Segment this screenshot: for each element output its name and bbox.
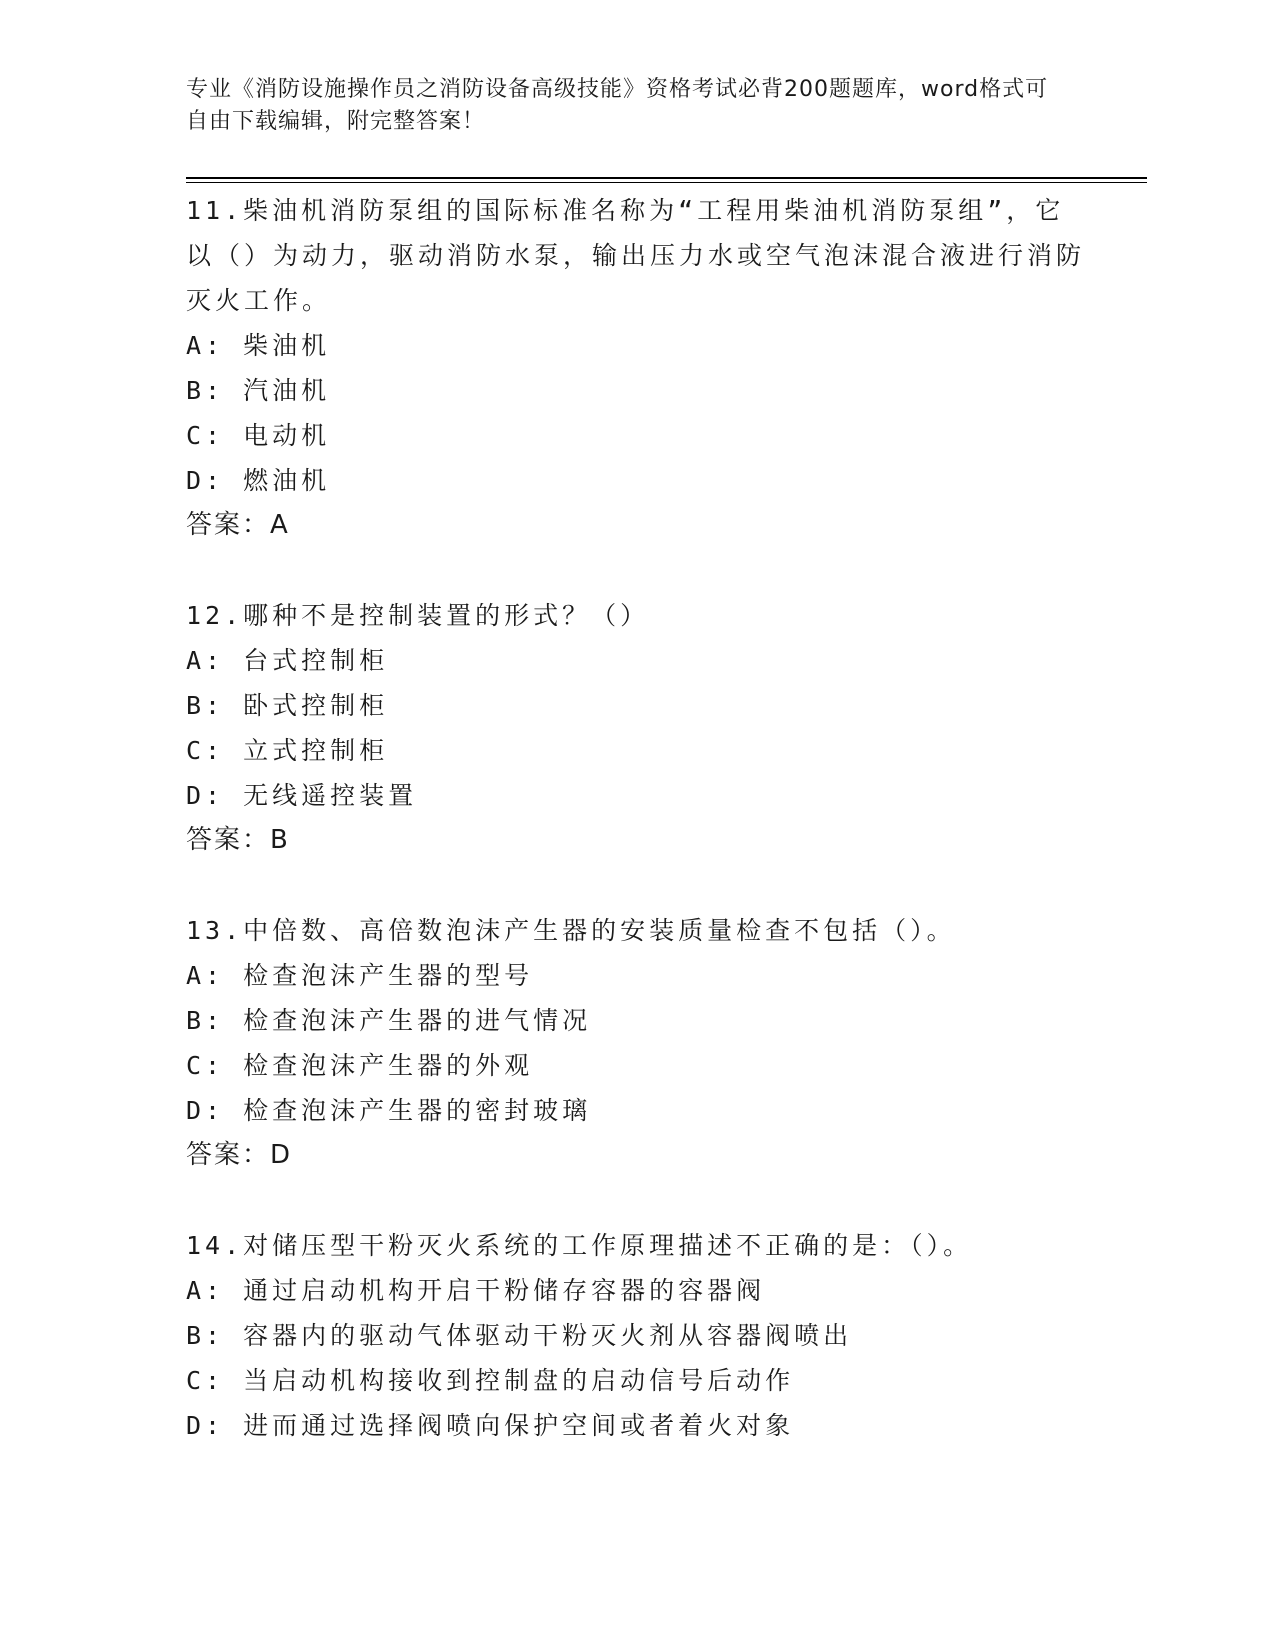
option-c: C: 当启动机构接收到控制盘的启动信号后动作 xyxy=(186,1366,795,1395)
option-d: D: 检查泡沫产生器的密封玻璃 xyxy=(186,1096,592,1125)
option-d: D: 燃油机 xyxy=(186,466,331,495)
option-b: B: 卧式控制柜 xyxy=(186,691,389,720)
question-stem: 13.中倍数、高倍数泡沫产生器的安装质量检查不包括（）。 xyxy=(186,916,956,945)
header-divider-thick xyxy=(186,177,1147,179)
option-d: D: 进而通过选择阀喷向保护空间或者着火对象 xyxy=(186,1411,795,1440)
question-12 xyxy=(186,593,1086,863)
question-11 xyxy=(186,188,1086,548)
question-stem: 11.柴油机消防泵组的国际标准名称为“工程用柴油机消防泵组”，它以（）为动力，驱动消防水泵，输出压力水或空气泡沫混合液进行消防灭火工作。 xyxy=(186,196,1086,315)
question-13 xyxy=(186,908,1086,1178)
option-a: A: 柴油机 xyxy=(186,331,331,360)
answer: 答案：B xyxy=(186,825,290,855)
option-c: C: 立式控制柜 xyxy=(186,736,389,765)
question-list xyxy=(186,188,1086,1493)
option-b: B: 容器内的驱动气体驱动干粉灭火剂从容器阀喷出 xyxy=(186,1321,853,1350)
question-stem: 14.对储压型干粉灭火系统的工作原理描述不正确的是：（）。 xyxy=(186,1231,973,1260)
option-b: B: 汽油机 xyxy=(186,376,331,405)
question-14 xyxy=(186,1223,1086,1448)
option-a: A: 台式控制柜 xyxy=(186,646,389,675)
document-header xyxy=(186,74,1066,138)
answer: 答案：A xyxy=(186,510,290,540)
question-stem: 12.哪种不是控制装置的形式？（） xyxy=(186,601,650,630)
header-divider-thin xyxy=(186,182,1147,183)
option-b: B: 检查泡沫产生器的进气情况 xyxy=(186,1006,592,1035)
option-a: A: 通过启动机构开启干粉储存容器的容器阀 xyxy=(186,1276,766,1305)
option-d: D: 无线遥控装置 xyxy=(186,781,418,810)
header-text: 专业《消防设施操作员之消防设备高级技能》资格考试必背200题题库，word格式可自由下载编辑，附完整答案！ xyxy=(186,77,1049,134)
option-c: C: 电动机 xyxy=(186,421,331,450)
option-a: A: 检查泡沫产生器的型号 xyxy=(186,961,534,990)
answer: 答案：D xyxy=(186,1140,293,1170)
option-c: C: 检查泡沫产生器的外观 xyxy=(186,1051,534,1080)
